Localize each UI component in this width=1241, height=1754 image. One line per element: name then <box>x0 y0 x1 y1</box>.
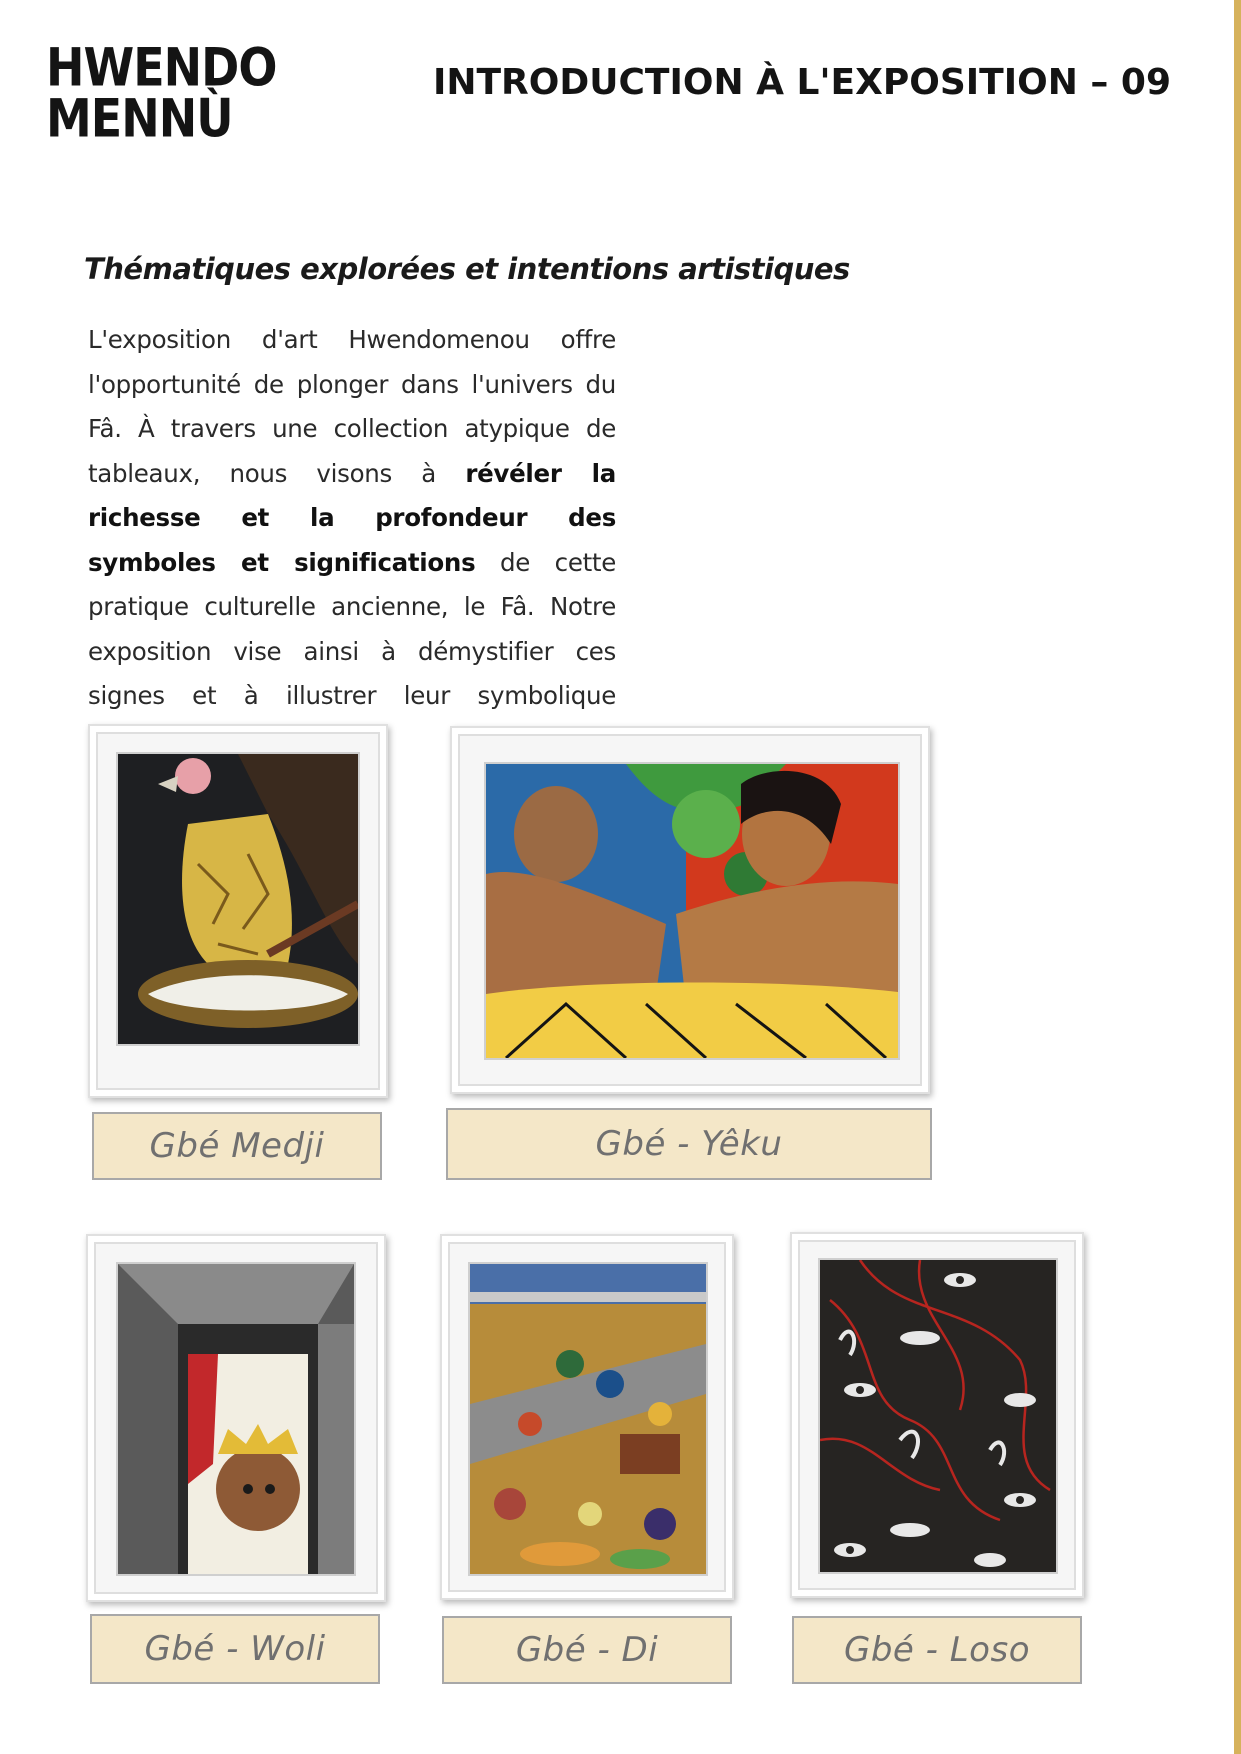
body-column-left <box>88 318 616 763</box>
artwork-caption-yeku: Gbé - Yêku <box>446 1108 932 1180</box>
eyes-ears-mouths-icon <box>818 1258 1058 1574</box>
body-paragraph-1 <box>88 318 616 763</box>
artwork-caption-loso: Gbé - Loso <box>792 1616 1082 1684</box>
hwendomennu-logo <box>46 36 277 149</box>
artwork-frame-di <box>440 1234 734 1600</box>
artwork-frame-woli <box>86 1234 386 1602</box>
vulture-icon <box>116 752 360 1046</box>
arm-wrestling-icon <box>484 762 900 1060</box>
body-text: L'exposition d'art Hwendomenou offre l'opportunité de plonger dans l'univers du Fâ. À travers une collection atypique de tableaux, nous visons à <box>88 325 616 488</box>
logo-line-2: MENNÙ <box>46 86 233 149</box>
section-title: Thématiques explorées et intentions artistiques <box>84 252 850 286</box>
artwork-caption-woli: Gbé - Woli <box>90 1614 380 1684</box>
artwork-caption-di: Gbé - Di <box>442 1616 732 1684</box>
page-header-title: INTRODUCTION À L'EXPOSITION – 09 <box>432 62 1171 103</box>
body-bold-text: révéler la richesse et la profondeur des symboles et significations <box>88 458 616 577</box>
artwork-frame-loso <box>790 1232 1084 1598</box>
logo-line-1: HWENDO <box>46 36 277 99</box>
artwork-frame-yeku <box>450 726 930 1094</box>
page-edge-accent <box>1234 0 1241 1754</box>
artwork-caption-medji: Gbé Medji <box>92 1112 382 1180</box>
doorway-figure-icon <box>116 1262 356 1576</box>
market-scene-icon <box>468 1262 708 1576</box>
body-text: de cette pratique culturelle ancienne, le Fâ. Notre exposition vise ainsi à démystifier ces signes et à illustrer leur symbolique <box>88 547 616 710</box>
artwork-frame-medji <box>88 724 388 1098</box>
